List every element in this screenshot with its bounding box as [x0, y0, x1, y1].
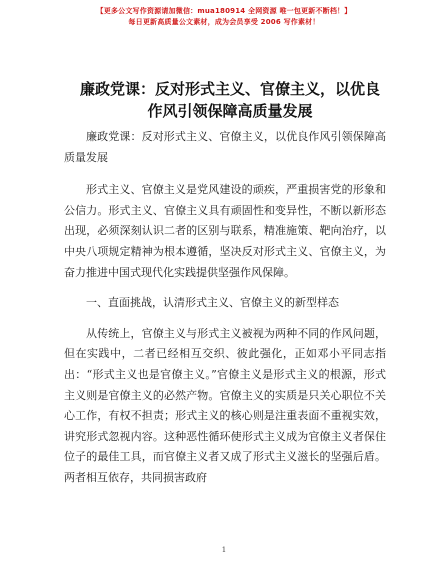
document-title — [70, 78, 390, 122]
paragraph-section-1-body: 从传统上，官僚主义与形式主义被视为两种不同的作风问题，但在实践中，二者已经相互交织、彼此强化，正如邓小平同志指出：“形式主义也是官僚主义。”官僚主义是形式主义的根源，形式主义则是官僚主义的必然产物。官僚主义的实质是只关心职位不关心工作，有权不担责；形式主义的核心则是注重表面不重视实效，讲究形式忽视内容。这种恶性循环使形式主义成为官僚主义者保住位子的最佳工具，而官僚主义者又成了形式主义滋长的坚强后盾。两者相互依存，共同损害政府 — [64, 326, 386, 484]
document-title-line-1: 廉政党课：反对形式主义、官僚主义，以优良 — [79, 80, 380, 98]
paragraph-subtitle: 廉政党课：反对形式主义、官僚主义，以优良作风引领保障高质量发展 — [64, 130, 386, 164]
page-number: 1 — [221, 546, 227, 554]
paragraph-intro: 形式主义、官僚主义是党风建设的顽疾，严重损害党的形象和公信力。形式主义、官僚主义具有顽固性和变异性，不断以新形态出现，必须深刻认识二者的区别与联系，精准施策、靶向治疗，以中央八项规定精神为根本遵循，坚决反对形式主义、官僚主义，为奋力推进中国式现代化实践提供坚强作风保障。 — [64, 183, 386, 279]
promo-banner-line-2: 每日更新高质量公文素材，成为会员享受 2006 写作素材！ — [128, 18, 320, 26]
document-title-line-2: 作风引领保障高质量发展 — [147, 102, 313, 120]
document-body — [64, 127, 386, 489]
promo-banner-line-1: 【更多公文写作资源请加微信：mua180914 全网资源 唯一包更新不断档！】 — [96, 7, 352, 15]
section-heading-1: 一、直面挑战，认清形式主义、官僚主义的新型样态 — [86, 296, 339, 310]
